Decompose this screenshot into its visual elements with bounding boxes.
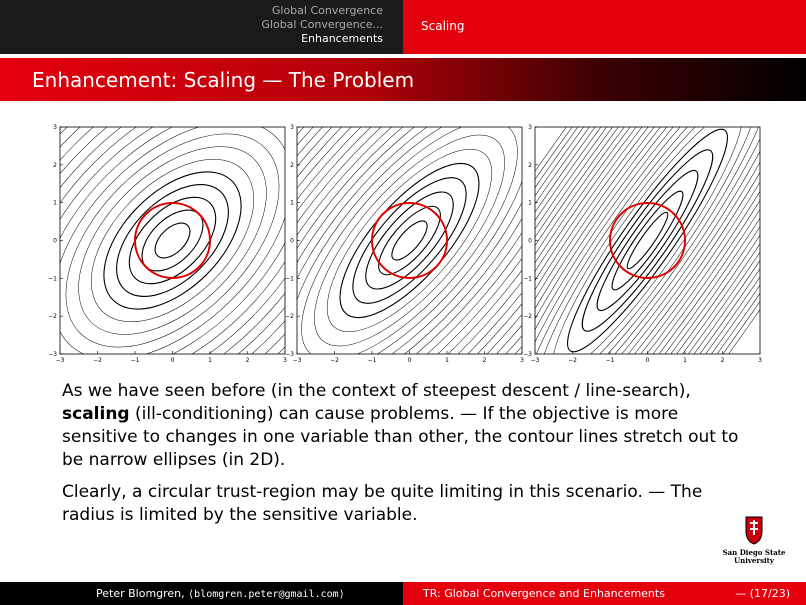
contour-line	[0, 112, 473, 372]
contour-line	[387, 112, 806, 372]
y-tick-label: −3	[285, 351, 294, 358]
footer-right	[403, 582, 806, 605]
y-tick-label: 3	[290, 124, 294, 131]
section-navigation	[0, 0, 403, 54]
page-number: — (17/23)	[735, 587, 790, 600]
y-tick-label: 0	[528, 237, 532, 245]
trust-region-circle	[372, 203, 447, 278]
contour-line	[261, 112, 806, 372]
top-navigation-bar	[0, 0, 806, 54]
contour-line	[335, 161, 484, 320]
x-tick-label: 1	[683, 357, 687, 364]
contour-line	[423, 112, 806, 372]
contour-line	[250, 112, 569, 372]
university-crest-icon	[744, 515, 764, 545]
nav-section-global-convergence-cont[interactable]: Global Convergence...	[261, 18, 383, 31]
footer-title: TR: Global Convergence and Enhancements	[423, 587, 665, 600]
subsection-navigation	[403, 0, 806, 54]
contour-figure	[0, 112, 806, 372]
x-tick-label: 0	[407, 357, 412, 364]
paragraph-scaling	[62, 380, 752, 472]
contour-line	[284, 112, 535, 372]
plot-frame	[297, 127, 522, 354]
contour-line	[44, 112, 300, 368]
x-tick-label: −1	[605, 357, 615, 364]
contour-line	[0, 112, 490, 372]
y-tick-label: −2	[48, 313, 57, 321]
contour-line	[10, 112, 335, 372]
contour-line	[297, 112, 806, 372]
plot-frame	[60, 127, 285, 354]
contour-line	[0, 112, 542, 372]
contour-line	[233, 112, 586, 372]
contour-line	[550, 116, 746, 366]
contour-line	[199, 112, 619, 372]
nav-section-enhancements[interactable]: Enhancements	[301, 32, 383, 45]
contour-plot-1	[0, 112, 663, 372]
contour-line	[0, 112, 611, 372]
x-tick-label: 1	[445, 357, 449, 364]
contour-line	[369, 197, 450, 283]
nav-section-global-convergence[interactable]: Global Convergence	[271, 4, 383, 17]
contour-line	[0, 112, 663, 372]
x-tick-label: −1	[367, 357, 377, 364]
x-tick-label: 3	[520, 357, 524, 364]
y-tick-label: 2	[528, 161, 532, 169]
y-tick-label: 1	[528, 199, 532, 207]
footer-email: ⟨blomgren.peter@gmail.com⟩	[188, 589, 345, 600]
contour-line	[131, 199, 214, 282]
x-tick-label: −2	[93, 357, 102, 364]
y-tick-label: 0	[290, 237, 294, 245]
university-logo	[722, 515, 786, 565]
footer-author: Peter Blomgren,	[96, 587, 185, 600]
contour-line	[405, 112, 806, 372]
slide-title-bar	[0, 58, 806, 101]
contour-line	[279, 112, 806, 372]
contour-line	[0, 112, 628, 372]
y-tick-label: −1	[48, 275, 57, 283]
contour-line	[243, 112, 806, 372]
y-tick-label: −1	[285, 275, 294, 283]
logo-text-line1: San Diego State	[722, 548, 786, 557]
nav-subsection-scaling[interactable]: Scaling	[421, 19, 465, 33]
x-tick-label: 2	[245, 357, 250, 364]
y-tick-label: 0	[53, 237, 57, 245]
contour-line	[568, 139, 728, 342]
y-tick-label: −3	[523, 351, 532, 358]
x-tick-label: 2	[720, 357, 725, 364]
y-tick-label: −2	[523, 313, 532, 321]
x-tick-label: −1	[130, 357, 140, 364]
x-tick-label: 0	[645, 357, 650, 364]
paragraph-trust-region: Clearly, a circular trust-region may be quite limiting in this scenario. — The radius is limited by the sensitive variable.	[62, 482, 703, 525]
plot-frame	[535, 127, 760, 354]
contour-line	[132, 112, 687, 372]
y-tick-label: 2	[290, 161, 294, 169]
paragraph-scaling-rest: (ill-conditioning) can cause problems. — If the objective is more sensitive to changes in one variable than other, the contour lines stretch out to be narrow ellipses (in 2D).	[62, 404, 739, 470]
contour-line	[0, 112, 559, 372]
contour-line	[166, 112, 654, 372]
footer-left	[0, 582, 403, 605]
paragraph-scaling-intro: As we have seen before (in the context of steepest descent / line-search),	[62, 381, 691, 401]
contour-line	[149, 217, 196, 264]
footer-bar	[0, 582, 806, 605]
x-tick-label: 0	[170, 357, 175, 364]
x-tick-label: −2	[330, 357, 339, 364]
x-tick-label: 2	[482, 357, 487, 364]
x-tick-label: −3	[292, 357, 302, 364]
scaling-term: scaling	[62, 404, 130, 424]
contour-line	[114, 182, 232, 300]
contour-line	[0, 112, 508, 372]
y-tick-label: 3	[53, 124, 57, 131]
y-tick-label: 1	[290, 199, 294, 207]
contour-line	[96, 164, 249, 317]
x-tick-label: 3	[283, 357, 287, 364]
contour-line	[623, 209, 673, 272]
x-tick-label: 3	[758, 357, 762, 364]
y-tick-label: −2	[285, 313, 294, 321]
contour-line	[333, 112, 806, 372]
y-tick-label: 2	[53, 161, 57, 169]
x-tick-label: −3	[530, 357, 540, 364]
contour-line	[189, 112, 806, 372]
y-tick-label: −3	[48, 351, 57, 358]
y-tick-label: 1	[53, 199, 57, 207]
y-tick-label: 3	[528, 124, 532, 131]
slide-title: Enhancement: Scaling — The Problem	[32, 68, 415, 92]
section-list	[261, 4, 383, 46]
footer-author-block	[96, 587, 345, 600]
contour-line	[149, 112, 670, 372]
contour-plots	[0, 112, 806, 372]
contour-line	[62, 130, 284, 352]
logo-text-line2: University	[734, 556, 774, 565]
x-tick-label: 1	[208, 357, 212, 364]
contour-line	[183, 112, 637, 372]
x-tick-label: −3	[55, 357, 65, 364]
y-tick-label: −1	[523, 275, 532, 283]
slide-body	[62, 380, 752, 536]
x-tick-label: −2	[568, 357, 577, 364]
